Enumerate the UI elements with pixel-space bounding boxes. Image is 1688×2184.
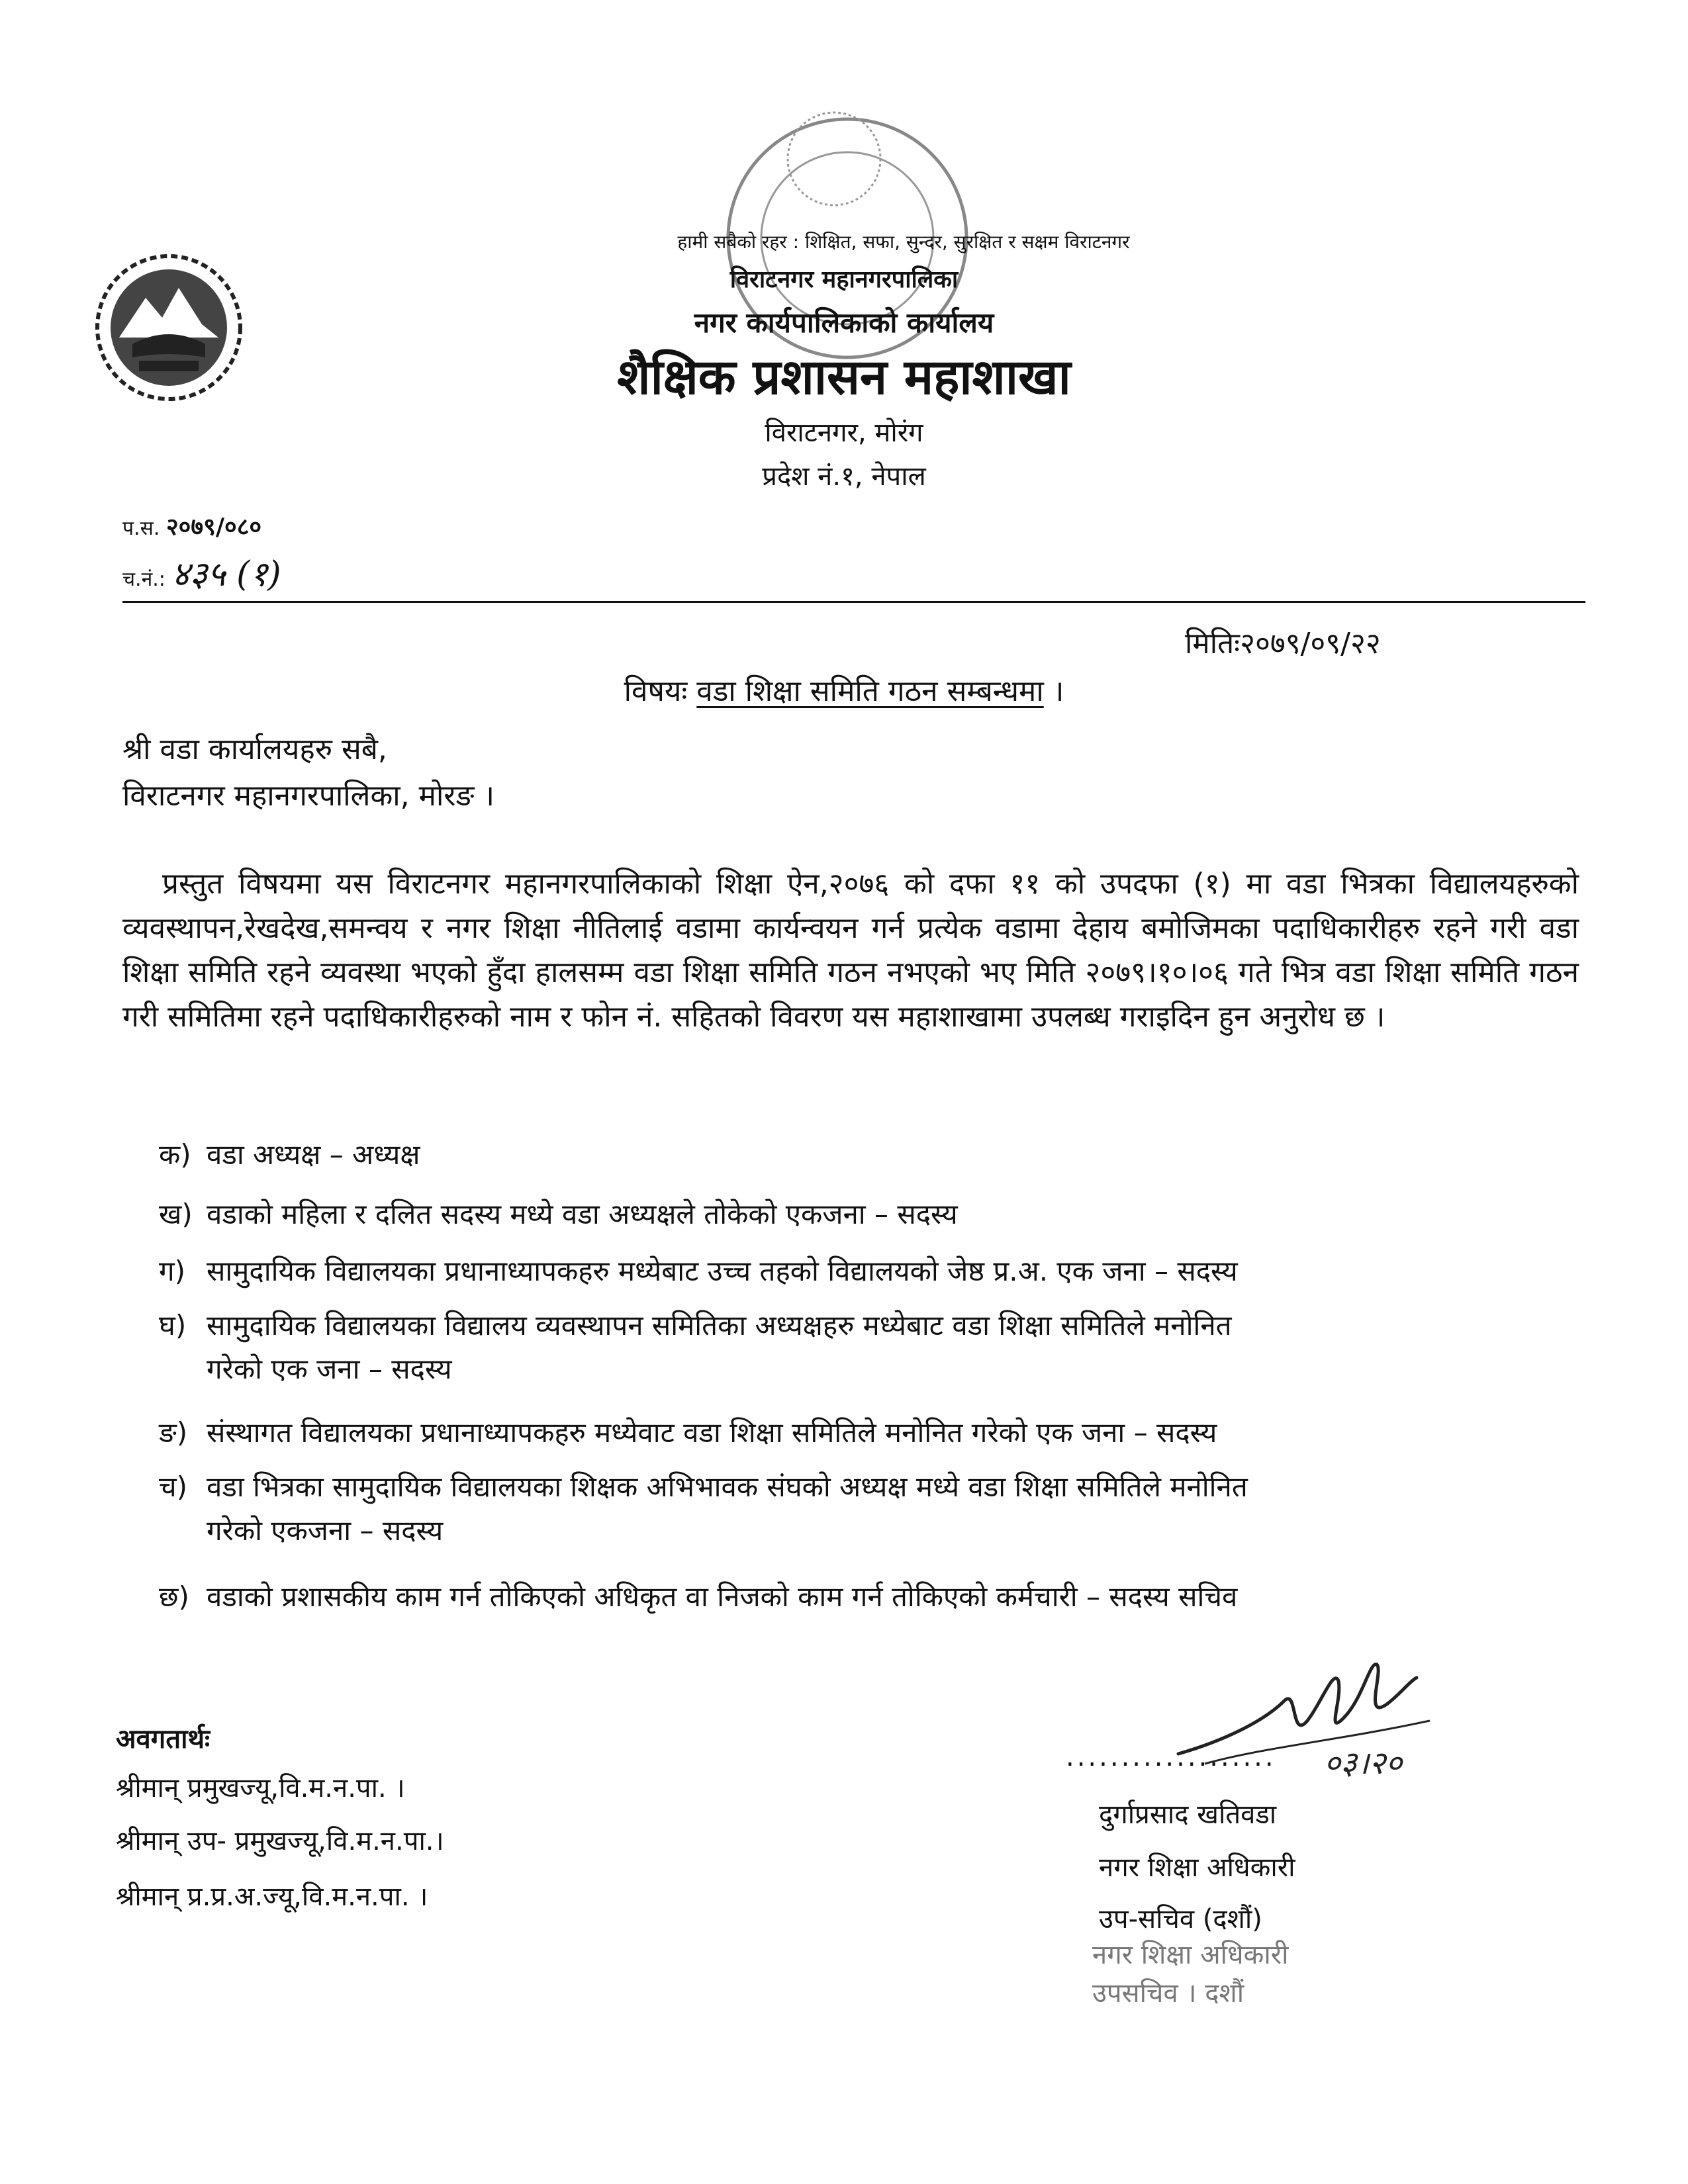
list-text: संस्थागत विद्यालयका प्रधानाध्यापकहरु मध्येवाट वडा शिक्षा समितिले मनोनित गरेको एक जना – सदस्य <box>207 1416 1217 1449</box>
dispatch-number-value: ४३५ (१) <box>171 555 281 594</box>
list-text: सामुदायिक विद्यालयका विद्यालय व्यवस्थापन समितिका अध्यक्षहरु मध्येबाट वडा शिक्षा समितिले मनोनित <box>207 1309 1232 1342</box>
addressee-line-1: श्री वडा कार्यालयहरु सबै, <box>122 733 387 766</box>
list-marker: ख) <box>159 1198 193 1230</box>
list-text: वडा भित्रका सामुदायिक विद्यालयका शिक्षक अभिभावक संघको अध्यक्ष मध्ये वडा शिक्षा समितिले मनोनित <box>207 1471 1248 1503</box>
list-text-continued: गरेको एकजना – सदस्य <box>207 1514 444 1547</box>
subject-label: विषयः <box>624 674 688 708</box>
signature-dots: ................... <box>1066 1742 1276 1772</box>
fiscal-year-value: २०७९/०८० <box>165 514 262 541</box>
list-text: वडाको महिला र दलित सदस्य मध्ये वडा अध्यक्षले तोकेको एकजना – सदस्य <box>207 1198 958 1230</box>
dispatch-number-label: च.नं.: <box>122 568 165 591</box>
cc-line: श्रीमान् प्रमुखज्यू,वि.म.न.पा. । <box>116 1773 405 1803</box>
fiscal-year-label: प.स. <box>122 517 160 540</box>
org-name: विराटनगर महानगरपालिका <box>729 266 959 293</box>
signature-date: ०३।२० <box>1324 1745 1403 1780</box>
subject-end: । <box>1053 674 1064 708</box>
body-paragraph: प्रस्तुत विषयमा यस विराटनगर महानगरपालिकाको शिक्षा ऐन,२०७६ को दफा ११ को उपदफा (१) मा वडा भित्रका विद्यालयहरुको व्यवस्थापन,रेखदेख,समन्वय र नगर शिक्षा नीतिलाई वडामा कार्यन्वयन गर्न प्रत्येक वडामा देहाय बमोजिमका पदाधिकारीहरु रहने गरी वडा शिक्षा समिति रहने व्यवस्था भएको हुँदा हालसम्म वडा शिक्षा समिति गठन नभएको भए मिति २०७९।१०।०६ गते भित्र वडा शिक्षा समिति गठन गरी समितिमा रहने पदाधिकारीहरुको नाम र फोन नं. सहितको विवरण यस महाशाखामा उपलब्ध गराइदिन हुन अनुरोध छ । <box>122 867 1579 1034</box>
list-item <box>159 1465 1569 1553</box>
address-line-2: प्रदेश नं.१, नेपाल <box>762 461 926 492</box>
cc-title: अवगतार्थः <box>116 1724 211 1754</box>
list-text: वडाको प्रशासकीय काम गर्न तोकिएको अधिकृत वा निजको काम गर्न तोकिएको कर्मचारी – सदस्य सचिव <box>207 1580 1238 1613</box>
list-marker: ग) <box>159 1255 186 1287</box>
subject-text: वडा शिक्षा समिति गठन सम्बन्धमा <box>696 674 1044 708</box>
dispatch-number <box>122 549 281 596</box>
header-divider <box>122 601 1585 603</box>
list-text: सामुदायिक विद्यालयका प्रधानाध्यापकहरु मध्येबाट उच्च तहको विद्यालयको जेष्ठ प्र.अ. एक जना – सदस्य <box>207 1255 1238 1287</box>
signatory-name: दुर्गाप्रसाद खतिवडा <box>1099 1799 1277 1830</box>
list-marker: घ) <box>159 1309 187 1342</box>
list-text: वडा अध्यक्ष – अध्यक्ष <box>207 1138 420 1171</box>
list-marker: क) <box>159 1138 191 1171</box>
address-line-1: विराटनगर, मोरंग <box>765 418 923 448</box>
list-marker: च) <box>159 1471 188 1503</box>
department-name: शैक्षिक प्रशासन महाशाखा <box>617 349 1071 406</box>
list-item <box>159 1133 1569 1177</box>
signatory-rank: उप-सचिव (दशौं) <box>1099 1904 1262 1934</box>
addressee-line-2: विराटनगर महानगरपालिका, मोरङ । <box>122 779 495 813</box>
cc-line: श्रीमान् प्र.प्र.अ.ज्यू,वि.म.न.पा. । <box>116 1882 428 1912</box>
list-marker: ङ) <box>159 1416 188 1449</box>
list-marker: छ) <box>159 1580 189 1613</box>
list-item <box>159 1411 1569 1455</box>
signatory-title: नगर शिक्षा अधिकारी <box>1099 1852 1295 1883</box>
office-name: नगर कार्यपालिकाको कार्यालय <box>694 306 994 339</box>
handwritten-signature-icon <box>1165 1641 1443 1780</box>
list-item <box>159 1193 1569 1236</box>
stamp-line-2: उपसचिव । दशौं <box>1092 1978 1244 2009</box>
subject-line <box>0 670 1688 709</box>
list-item <box>159 1575 1569 1619</box>
fiscal-year <box>122 510 261 542</box>
list-text-continued: गरेको एक जना – सदस्य <box>207 1353 452 1385</box>
list-item <box>159 1304 1569 1391</box>
cc-line: श्रीमान् उप- प्रमुखज्यू,वि.म.न.पा.। <box>116 1826 444 1856</box>
letter-date: मितिः२०७९/०९/२२ <box>1185 627 1381 660</box>
list-item <box>159 1250 1569 1293</box>
stamp-line-1: नगर शिक्षा अधिकारी <box>1092 1940 1289 1970</box>
slogan: हामी सबैको रहर : शिक्षित, सफा, सुन्दर, सुरक्षित र सक्षम विराटनगर <box>677 231 1130 253</box>
